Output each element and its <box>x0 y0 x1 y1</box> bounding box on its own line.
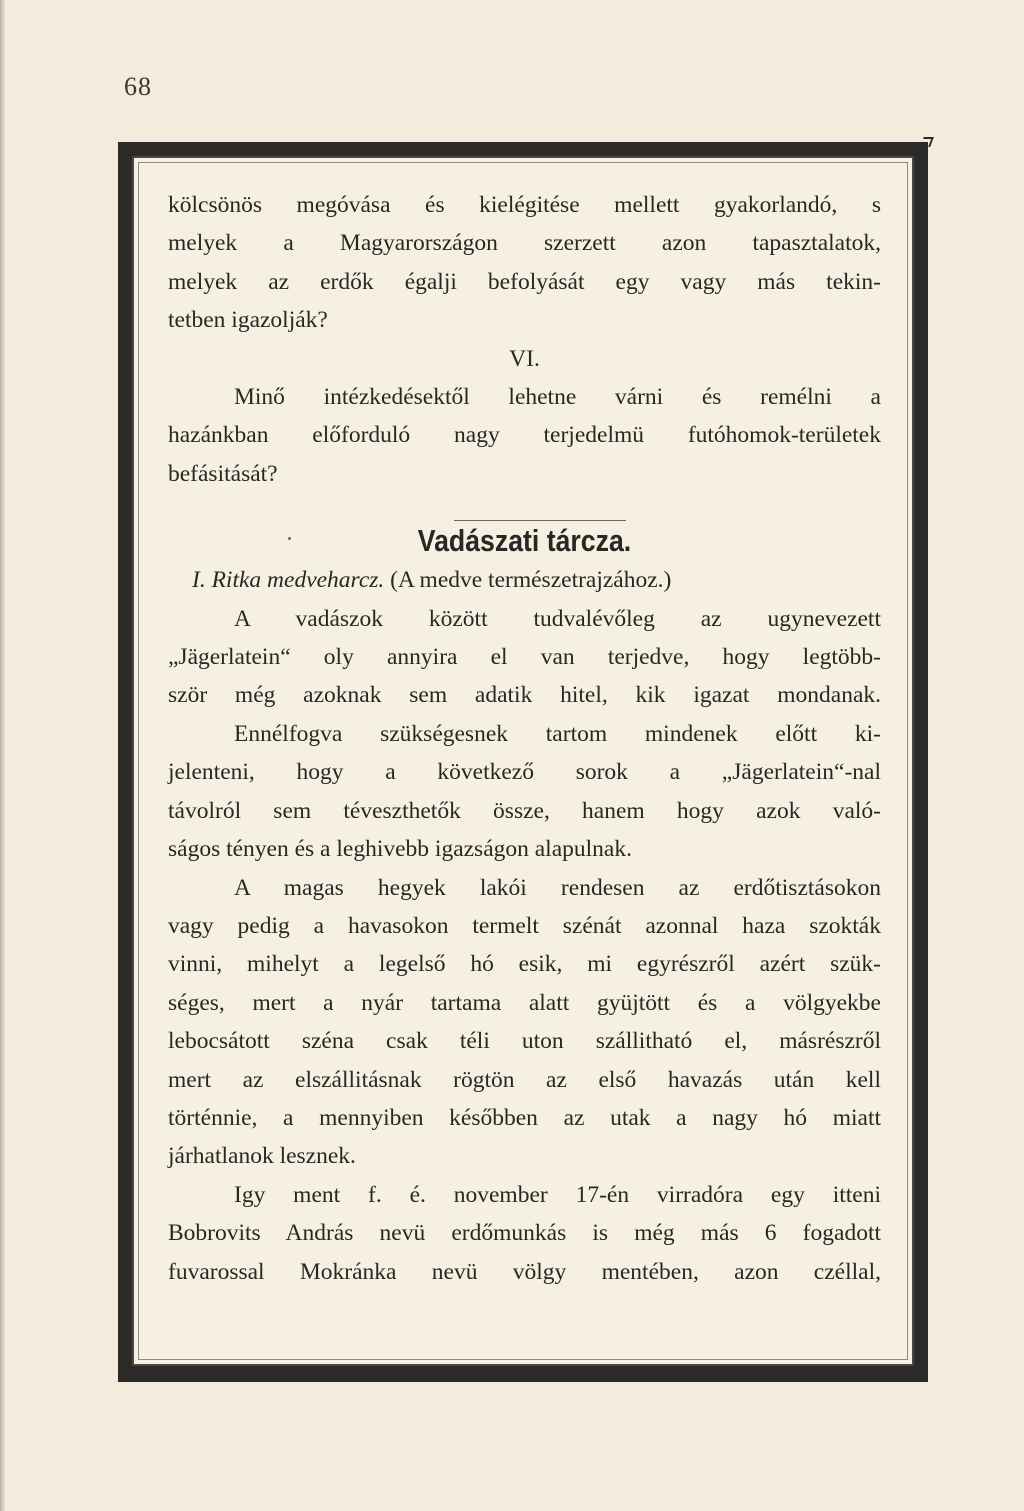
text-line: Minő intézkedésektől lehetne várni és remélni a <box>234 384 881 411</box>
text-line: ször még azoknak sem adatik hitel, kik igazat mondanak. <box>168 682 881 709</box>
text-line: történnie, a mennyiben későbben az utak a nagy hó miatt <box>168 1104 881 1131</box>
text-line: tetben igazolják? <box>168 307 328 334</box>
section-numeral: VI. <box>509 345 540 372</box>
subtitle-number: I. <box>192 567 206 594</box>
text-line: Ennélfogva szükségesnek tartom mindenek előtt ki- <box>234 720 881 747</box>
page-number: 68 <box>124 72 152 101</box>
text-frame <box>118 142 928 1382</box>
feuilleton-subtitle <box>168 561 881 599</box>
text-line: Bobrovits András nevü erdőmunkás is még más 6 fogadott <box>168 1220 881 1247</box>
subtitle-title: Ritka medveharcz. <box>211 567 385 594</box>
text-line: befásitását? <box>168 460 278 487</box>
paragraph <box>168 600 881 869</box>
text-line: távolról sem téveszthetők össze, hanem hogy azok való- <box>168 797 881 824</box>
text-line: séges, mert a nyár tartama alatt gyüjtött és a völgyekbe <box>168 989 881 1016</box>
text-line: „Jägerlatein“ oly annyira el van terjedve, hogy legtöbb- <box>168 644 881 671</box>
paragraph <box>168 869 881 1176</box>
text-line: járhatlanok lesznek. <box>168 1143 356 1170</box>
text-line: vagy pedig a havasokon termelt szénát azonnal haza szokták <box>168 912 881 939</box>
text-line: lebocsátott széna csak téli uton szállitható el, másrészről <box>168 1028 881 1055</box>
text-line: jelenteni, hogy a következő sorok a „Jägerlatein“-nal <box>168 759 881 786</box>
text-line: vinni, mihelyt a legelső hó esik, mi egyrészről azért szük- <box>168 951 881 978</box>
section-v-tail <box>168 186 881 340</box>
text-line: Igy ment f. é. november 17-én virradóra egy itteni <box>234 1181 881 1208</box>
page-content <box>168 186 881 1291</box>
paragraph <box>168 1176 881 1291</box>
text-line: melyek az erdők égalji befolyását egy vagy más tekin- <box>168 268 881 295</box>
section-vi-question <box>168 378 881 493</box>
text-line: hazánkban előforduló nagy terjedelmü futóhomok-területek <box>168 422 881 449</box>
text-line: ságos tényen és a leghivebb igazságon alapulnak. <box>168 836 632 863</box>
subtitle-note: (A medve természetrajzához.) <box>390 567 672 594</box>
text-line: fuvarossal Mokránka nevü völgy mentében, azon czéllal, <box>168 1258 881 1285</box>
text-line: kölcsönös megóvása és kielégitése mellett gyakorlandó, s <box>168 192 881 218</box>
text-line: melyek a Magyarországon szerzett azon tapasztalatok, <box>168 230 881 257</box>
text-line: A magas hegyek lakói rendesen az erdőtisztásokon <box>234 874 881 901</box>
feuilleton-heading: Vadászati tárcza. <box>417 523 632 559</box>
text-line: A vadászok között tudvalévőleg az ugynevezett <box>234 605 881 632</box>
page-left-edge <box>0 0 5 1511</box>
text-line: mert az elszállitásnak rögtön az első havazás után kell <box>168 1066 881 1093</box>
